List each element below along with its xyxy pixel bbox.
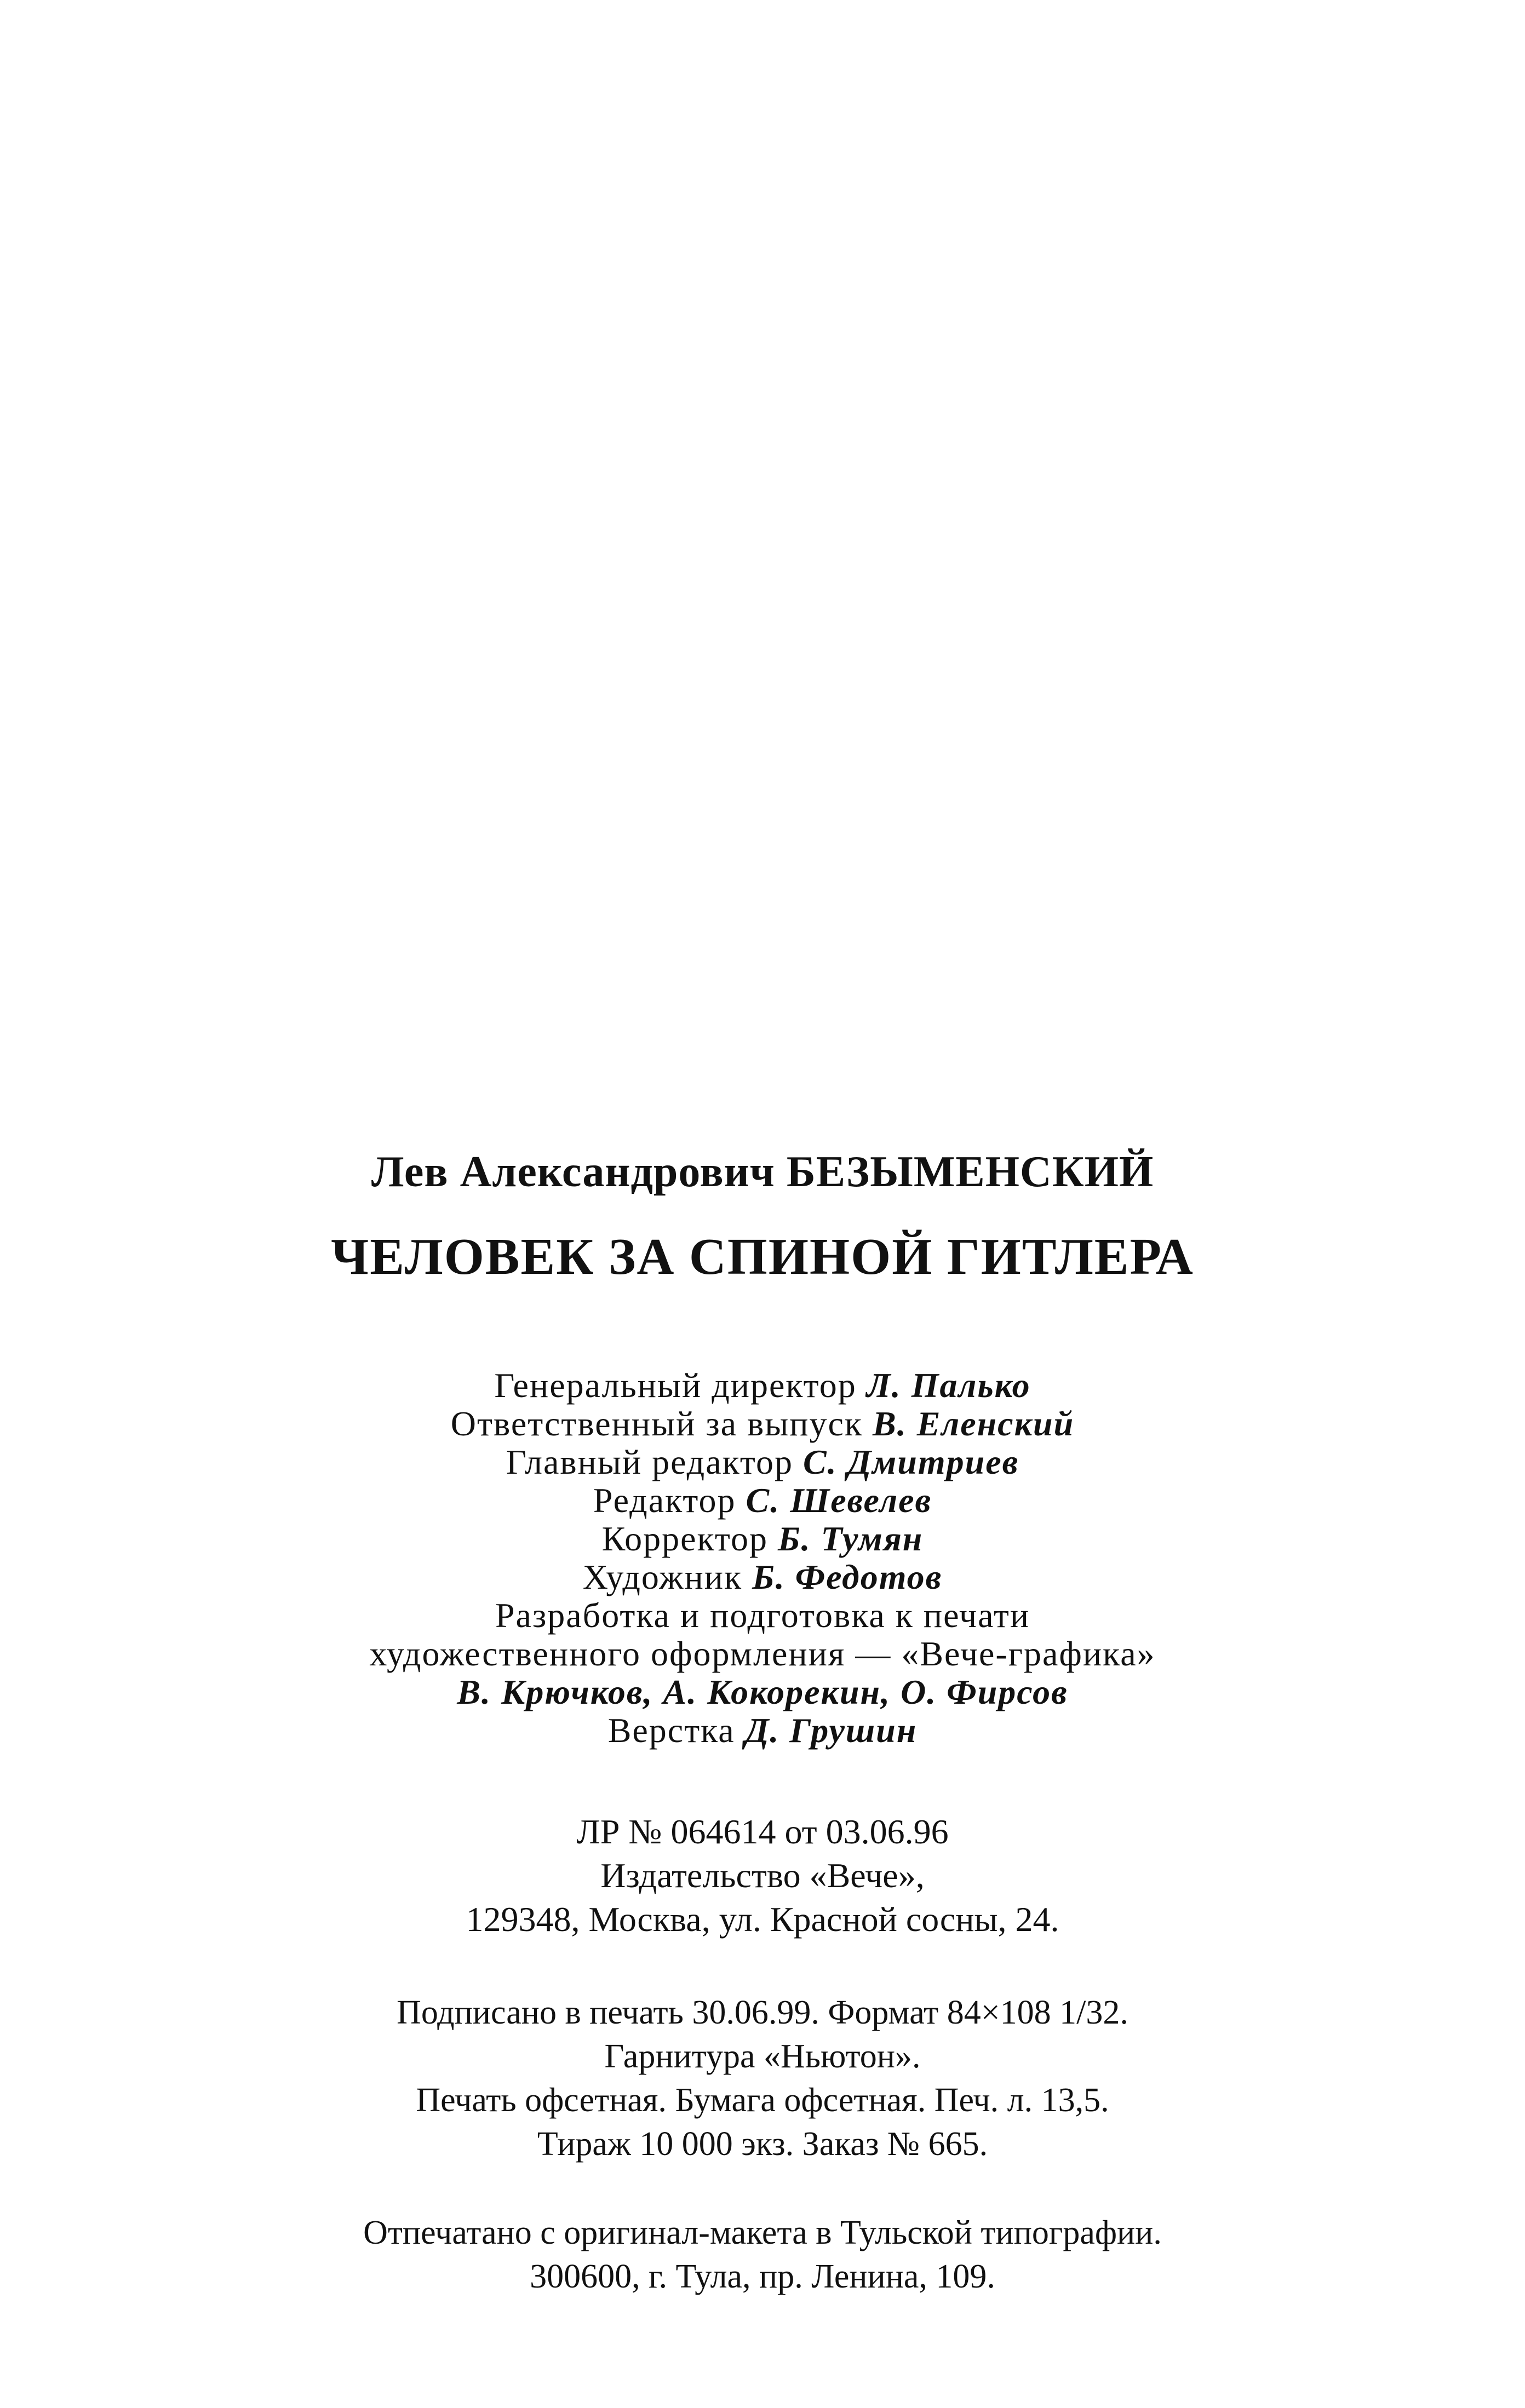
credit-line: Художник Б. Федотов <box>582 1558 943 1596</box>
book-title: ЧЕЛОВЕК ЗА СПИНОЙ ГИТЛЕРА <box>331 1228 1194 1285</box>
printing-line: Гарнитура «Ньютон». <box>604 2038 921 2075</box>
credit-line: Главный редактор С. Дмитриев <box>506 1442 1019 1481</box>
printer-line: Отпечатано с оригинал-макета в Тульской типографии. <box>363 2214 1162 2251</box>
credit-line: В. Крючков, А. Кокорекин, О. Фирсов <box>457 1673 1068 1711</box>
publisher-block <box>0 1810 1525 1941</box>
credit-line: Ответственный за выпуск В. Еленский <box>450 1404 1075 1443</box>
printer-details <box>0 2211 1525 2298</box>
author-name: Лев Александрович БЕЗЫМЕНСКИЙ <box>371 1148 1154 1196</box>
printing-line: Печать офсетная. Бумага офсетная. Печ. л. 13,5. <box>416 2082 1109 2119</box>
printer-address: 300600, г. Тула, пр. Ленина, 109. <box>530 2258 995 2295</box>
printing-line: Тираж 10 000 экз. Заказ № 665. <box>537 2125 988 2163</box>
credit-line: Разработка и подготовка к печати <box>495 1596 1030 1635</box>
publisher-name: Издательство «Вече», <box>600 1856 925 1895</box>
credits-block <box>0 1366 1525 1750</box>
license-number: ЛР № 064614 от 03.06.96 <box>576 1812 949 1851</box>
imprint-page <box>0 1142 1525 2298</box>
credit-line: художественного оформления — «Вече-графика» <box>369 1634 1156 1673</box>
credit-line: Верстка Д. Грушин <box>607 1711 918 1750</box>
credit-line: Редактор С. Шевелев <box>593 1481 932 1520</box>
printing-line: Подписано в печать 30.06.99. Формат 84×108 1/32. <box>397 1994 1128 2031</box>
publisher-address: 129348, Москва, ул. Красной сосны, 24. <box>466 1900 1059 1939</box>
credit-line: Генеральный директор Л. Палько <box>494 1366 1031 1405</box>
credit-line: Корректор Б. Тумян <box>601 1519 924 1558</box>
printing-details <box>0 1991 1525 2166</box>
